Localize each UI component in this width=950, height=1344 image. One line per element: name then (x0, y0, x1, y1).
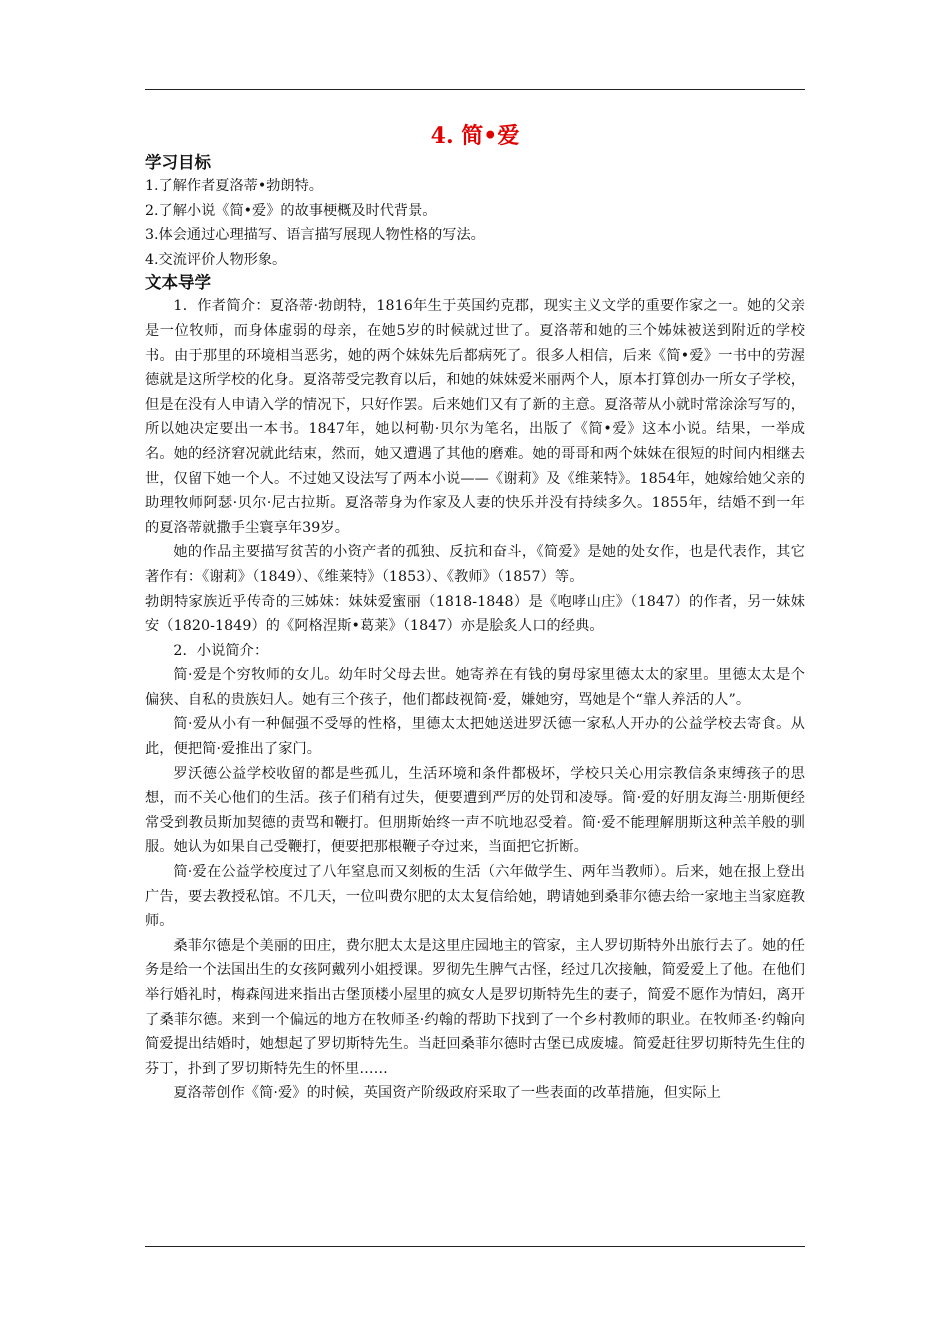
works-paragraph: 她的作品主要描写贫苦的小资产者的孤独、反抗和奋斗，《简爱》是她的处女作，也是代表作，其它著作有：《谢莉》（1849）、《维莱特》（1853）、《教师》（1857）等。 (145, 544, 805, 585)
sisters-paragraph: 勃朗特家族近乎传奇的三姊妹：妹妹爱蜜丽（1818-1848）是《咆哮山庄》（1847）的作者，另一妹妹安（1820-1849）的《阿格涅斯•葛莱》（1847）亦是脍炙人口的经典。 (145, 593, 805, 635)
document-page (145, 120, 805, 1106)
page-title: 4. 简•爱 (430, 123, 520, 149)
objective-item: 2.了解小说《简•爱》的故事梗概及时代背景。 (145, 202, 437, 219)
novel-intro-heading: 2．小说简介： (173, 642, 269, 659)
story-paragraph: 简·爱是个穷牧师的女儿。幼年时父母去世。她寄养在有钱的舅母家里德太太的家里。里德太太是个偏狭、自私的贵族妇人。她有三个孩子，他们都歧视简·爱，嫌她穷，骂她是个“靠人养活的人”。 (145, 667, 805, 708)
background-paragraph: 夏洛蒂创作《简·爱》的时候，英国资产阶级政府采取了一些表面的改革措施，但实际上 (173, 1085, 721, 1102)
objectives-heading: 学习目标 (145, 153, 211, 172)
objective-item: 3.体会通过心理描写、语言描写展现人物性格的写法。 (145, 227, 485, 244)
story-paragraph: 罗沃德公益学校收留的都是些孤儿，生活环境和条件都极坏，学校只关心用宗教信条束缚孩子的思想，而不关心他们的生活。孩子们稍有过失，便要遭到严厉的处罚和凌辱。简·爱的好朋友海兰·朋斯便经常受到教员斯加契德的责骂和鞭打。但朋斯始终一声不吭地忍受着。简·爱不能理解朋斯这种羔羊般的驯服。她认为如果自己受鞭打，便要把那根鞭子夺过来，当面把它折断。 (145, 765, 805, 856)
objective-item: 4.交流评价人物形象。 (145, 251, 287, 268)
footer-rule (145, 1246, 805, 1247)
story-paragraph: 桑菲尔德是个美丽的田庄，费尔肥太太是这里庄园地主的管家，主人罗切斯特外出旅行去了。她的任务是给一个法国出生的女孩阿戴列小姐授课。罗彻先生脾气古怪，经过几次接触，简爱爱上了他。在他们举行婚礼时，梅森闯进来指出古堡顶楼小屋里的疯女人是罗切斯特先生的妻子，简爱不愿作为情妇，离开了桑菲尔德。来到一个偏远的地方在牧师圣·约翰的帮助下找到了一个乡村教师的职业。在牧师圣·约翰向简爱提出结婚时，她想起了罗切斯特先生。当赶回桑菲尔德时古堡已成废墟。简爱赶往罗切斯特先生住的芬丁，扑到了罗切斯特先生的怀里…… (145, 937, 805, 1077)
story-paragraph: 简·爱在公益学校度过了八年窒息而又刻板的生活（六年做学生、两年当教师）。后来，她在报上登出广告，要去教授私馆。不几天，一位叫费尔肥的太太复信给她，聘请她到桑菲尔德去给一家地主当家庭教师。 (145, 864, 805, 930)
author-intro-paragraph: 1．作者简介：夏洛蒂·勃朗特，1816年生于英国约克郡，现实主义文学的重要作家之一。她的父亲是一位牧师，而身体虚弱的母亲，在她5岁的时候就过世了。夏洛蒂和她的三个姊妹被送到附近的学校书。由于那里的环境相当恶劣，她的两个妹妹先后都病死了。很多人相信，后来《简•爱》一书中的劳渥德就是这所学校的化身。夏洛蒂受完教育以后，和她的妹妹爱米丽两个人，原本打算创办一所女子学校，但是在没有人申请入学的情况下，只好作罢。后来她们又有了新的主意。夏洛蒂从小就时常涂涂写写的，所以她决定要出一本书。1847年，她以柯勒·贝尔为笔名，出版了《简•爱》这本小说。结果，一举成名。她的经济窘况就此结束，然而，她又遭遇了其他的磨难。她的哥哥和两个妹妹在很短的时间内相继去世，仅留下她一个人。不过她又设法写了两本小说——《谢莉》及《维莱特》。1854年，她嫁给她父亲的助理牧师阿瑟·贝尔·尼古拉斯。夏洛蒂身为作家及人妻的快乐并没有持续多久。1855年，结婚不到一年的夏洛蒂就撒手尘寰享年39岁。 (145, 298, 805, 536)
header-rule (145, 89, 805, 90)
story-paragraph: 简·爱从小有一种倔强不受辱的性格，里德太太把她送进罗沃德一家私人开办的公益学校去寄食。从此，便把简·爱推出了家门。 (145, 716, 805, 758)
guide-heading: 文本导学 (145, 273, 211, 293)
objective-item: 1.了解作者夏洛蒂•勃朗特。 (145, 178, 323, 194)
